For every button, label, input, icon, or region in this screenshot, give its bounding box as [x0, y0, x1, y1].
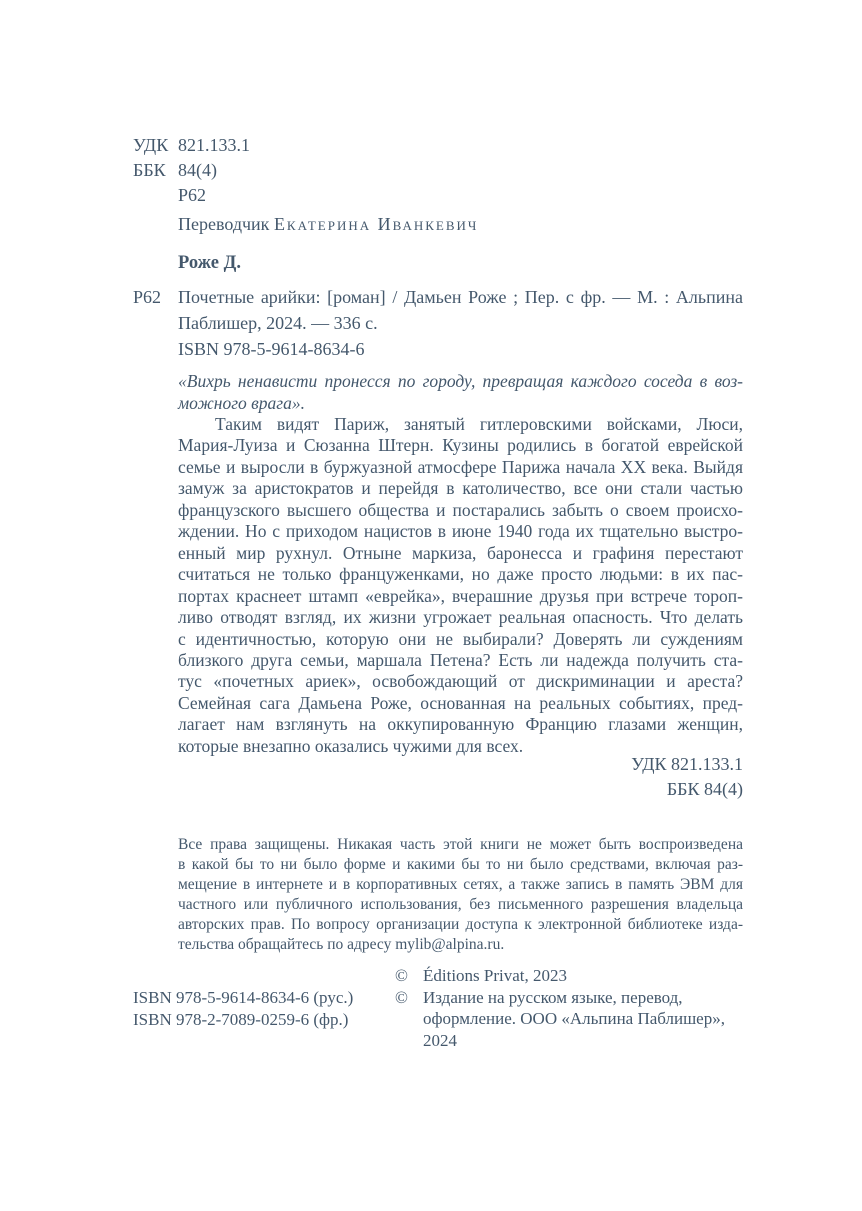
text-line: Семейная сага Дамьена Роже, основанная на реальных событиях, пред- [178, 692, 743, 713]
copyright-icon: © [395, 966, 408, 985]
copyright-icon-spacer [395, 1008, 423, 1051]
text-line: можного врага». [178, 392, 305, 413]
footer-bbk: ББК 84(4) [666, 779, 743, 799]
copyright-russian-text-line2: оформление. ООО «Альпина Паблишер», 2024 [423, 1009, 725, 1050]
text-line: Почетные арийки: [роман] / Дамьен Роже ; Пер. с фр. — М. : Альпина [178, 287, 743, 307]
text-line: ливо отводят взгляд, их жизни угрожает реальная опасность. Что делать [178, 607, 743, 628]
text-line: енный мир рухнул. Отныне маркиза, баронесса и графиня перестают [178, 542, 743, 563]
text-line: ждении. Но с приходом нацистов в июне 1940 года их тщательно выстро- [178, 521, 743, 542]
udk-label: УДК [133, 135, 169, 155]
copyright-original-text: Éditions Privat, 2023 [423, 966, 568, 985]
copyright-russian-row-continued [395, 1008, 755, 1051]
text-line: «Вихрь ненависти пронесся по городу, превращая каждого соседа в воз- [178, 371, 743, 391]
annotation-paragraph [178, 414, 743, 757]
footer-udk: УДК 821.133.1 [631, 754, 743, 774]
text-line: мещение в интернете и в корпоративных сетях, а также запись в память ЭВМ для [178, 876, 743, 893]
text-line: Таким видят Париж, занятый гитлеровскими войсками, Люси, [215, 414, 743, 434]
bbk-row [133, 158, 250, 183]
text-line: тус «почетных ариек», освобождающий от дискриминации и ареста? [178, 671, 743, 692]
footer-codes [178, 752, 743, 802]
text-line: Все права защищены. Никакая часть этой книги не может быть воспроизведена [178, 836, 743, 853]
translator-line [178, 214, 478, 235]
epigraph-quote [178, 371, 743, 414]
rights-notice [178, 835, 743, 955]
author-sign-spacer [133, 183, 178, 208]
author-heading: Роже Д. [178, 253, 241, 273]
bib-sign: Р62 [133, 287, 162, 307]
text-line: авторских прав. По вопросу организации доступа к электронной библиотеке изда- [178, 916, 743, 933]
bbk-value: 84(4) [178, 160, 217, 180]
copyright-original-row [395, 965, 755, 987]
text-line: французского высшего общества и постарались забыть о своем происхо- [178, 499, 743, 520]
text-line: тельства обращайтесь по адресу mylib@alpina.ru. [178, 936, 505, 953]
copyright-icon: © [395, 987, 408, 1007]
text-line: считаться не только француженками, но даже просто людьми: в их пас- [178, 564, 743, 585]
text-line: с идентичностью, которую они не выбирали? Доверять ли суждениям [178, 628, 743, 649]
translator-label: Переводчик [178, 214, 270, 234]
author-sign: Р62 [178, 185, 207, 205]
udk-row [133, 133, 250, 158]
bibliographic-record [133, 284, 743, 336]
text-line: в какой бы то ни было форме и какими бы то ни было средствами, включая раз- [178, 856, 743, 873]
text-line: замуж за аристократов и перейдя в католичество, все они стали частью [178, 478, 743, 499]
udk-value: 821.133.1 [178, 135, 250, 155]
isbn-french: ISBN 978-2-7089-0259-6 (фр.) [133, 1009, 349, 1029]
bbk-label: ББК [133, 160, 166, 180]
text-line: частного или публичного использования, без письменного разрешения владельца [178, 896, 743, 913]
text-line: лагает нам взглянуть на оккупированную Францию глазами женщин, [178, 714, 743, 735]
isbn-russian: ISBN 978-5-9614-8634-6 (рус.) [133, 988, 354, 1007]
text-line: портах краснеет штамп «еврейка», вчерашние друзья при встрече тороп- [178, 585, 743, 606]
text-line: семье и выросли в буржуазной атмосфере Парижа начала XX века. Выйдя [178, 456, 743, 477]
cataloging-block [133, 133, 250, 208]
text-line: Мария-Луиза и Сюзанна Штерн. Кузины родились в богатой еврейской [178, 435, 743, 456]
text-line: близкого друга семьи, маршала Петена? Есть ли надежда получить ста- [178, 649, 743, 670]
copyright-block [395, 965, 755, 1051]
isbn-main: ISBN 978-5-9614-8634-6 [178, 339, 365, 359]
text-line: Паблишер, 2024. — 336 с. [178, 313, 378, 333]
bib-description [178, 284, 743, 336]
text-line: которые внезапно оказались чужими для всех. [178, 735, 524, 756]
isbn-block [133, 987, 353, 1030]
copyright-russian-row [395, 987, 755, 1009]
translator-name: Екатерина Иванкевич [273, 214, 479, 234]
copyright-russian-text-line1: Издание на русском языке, перевод, [423, 987, 683, 1007]
author-sign-row [133, 183, 250, 208]
